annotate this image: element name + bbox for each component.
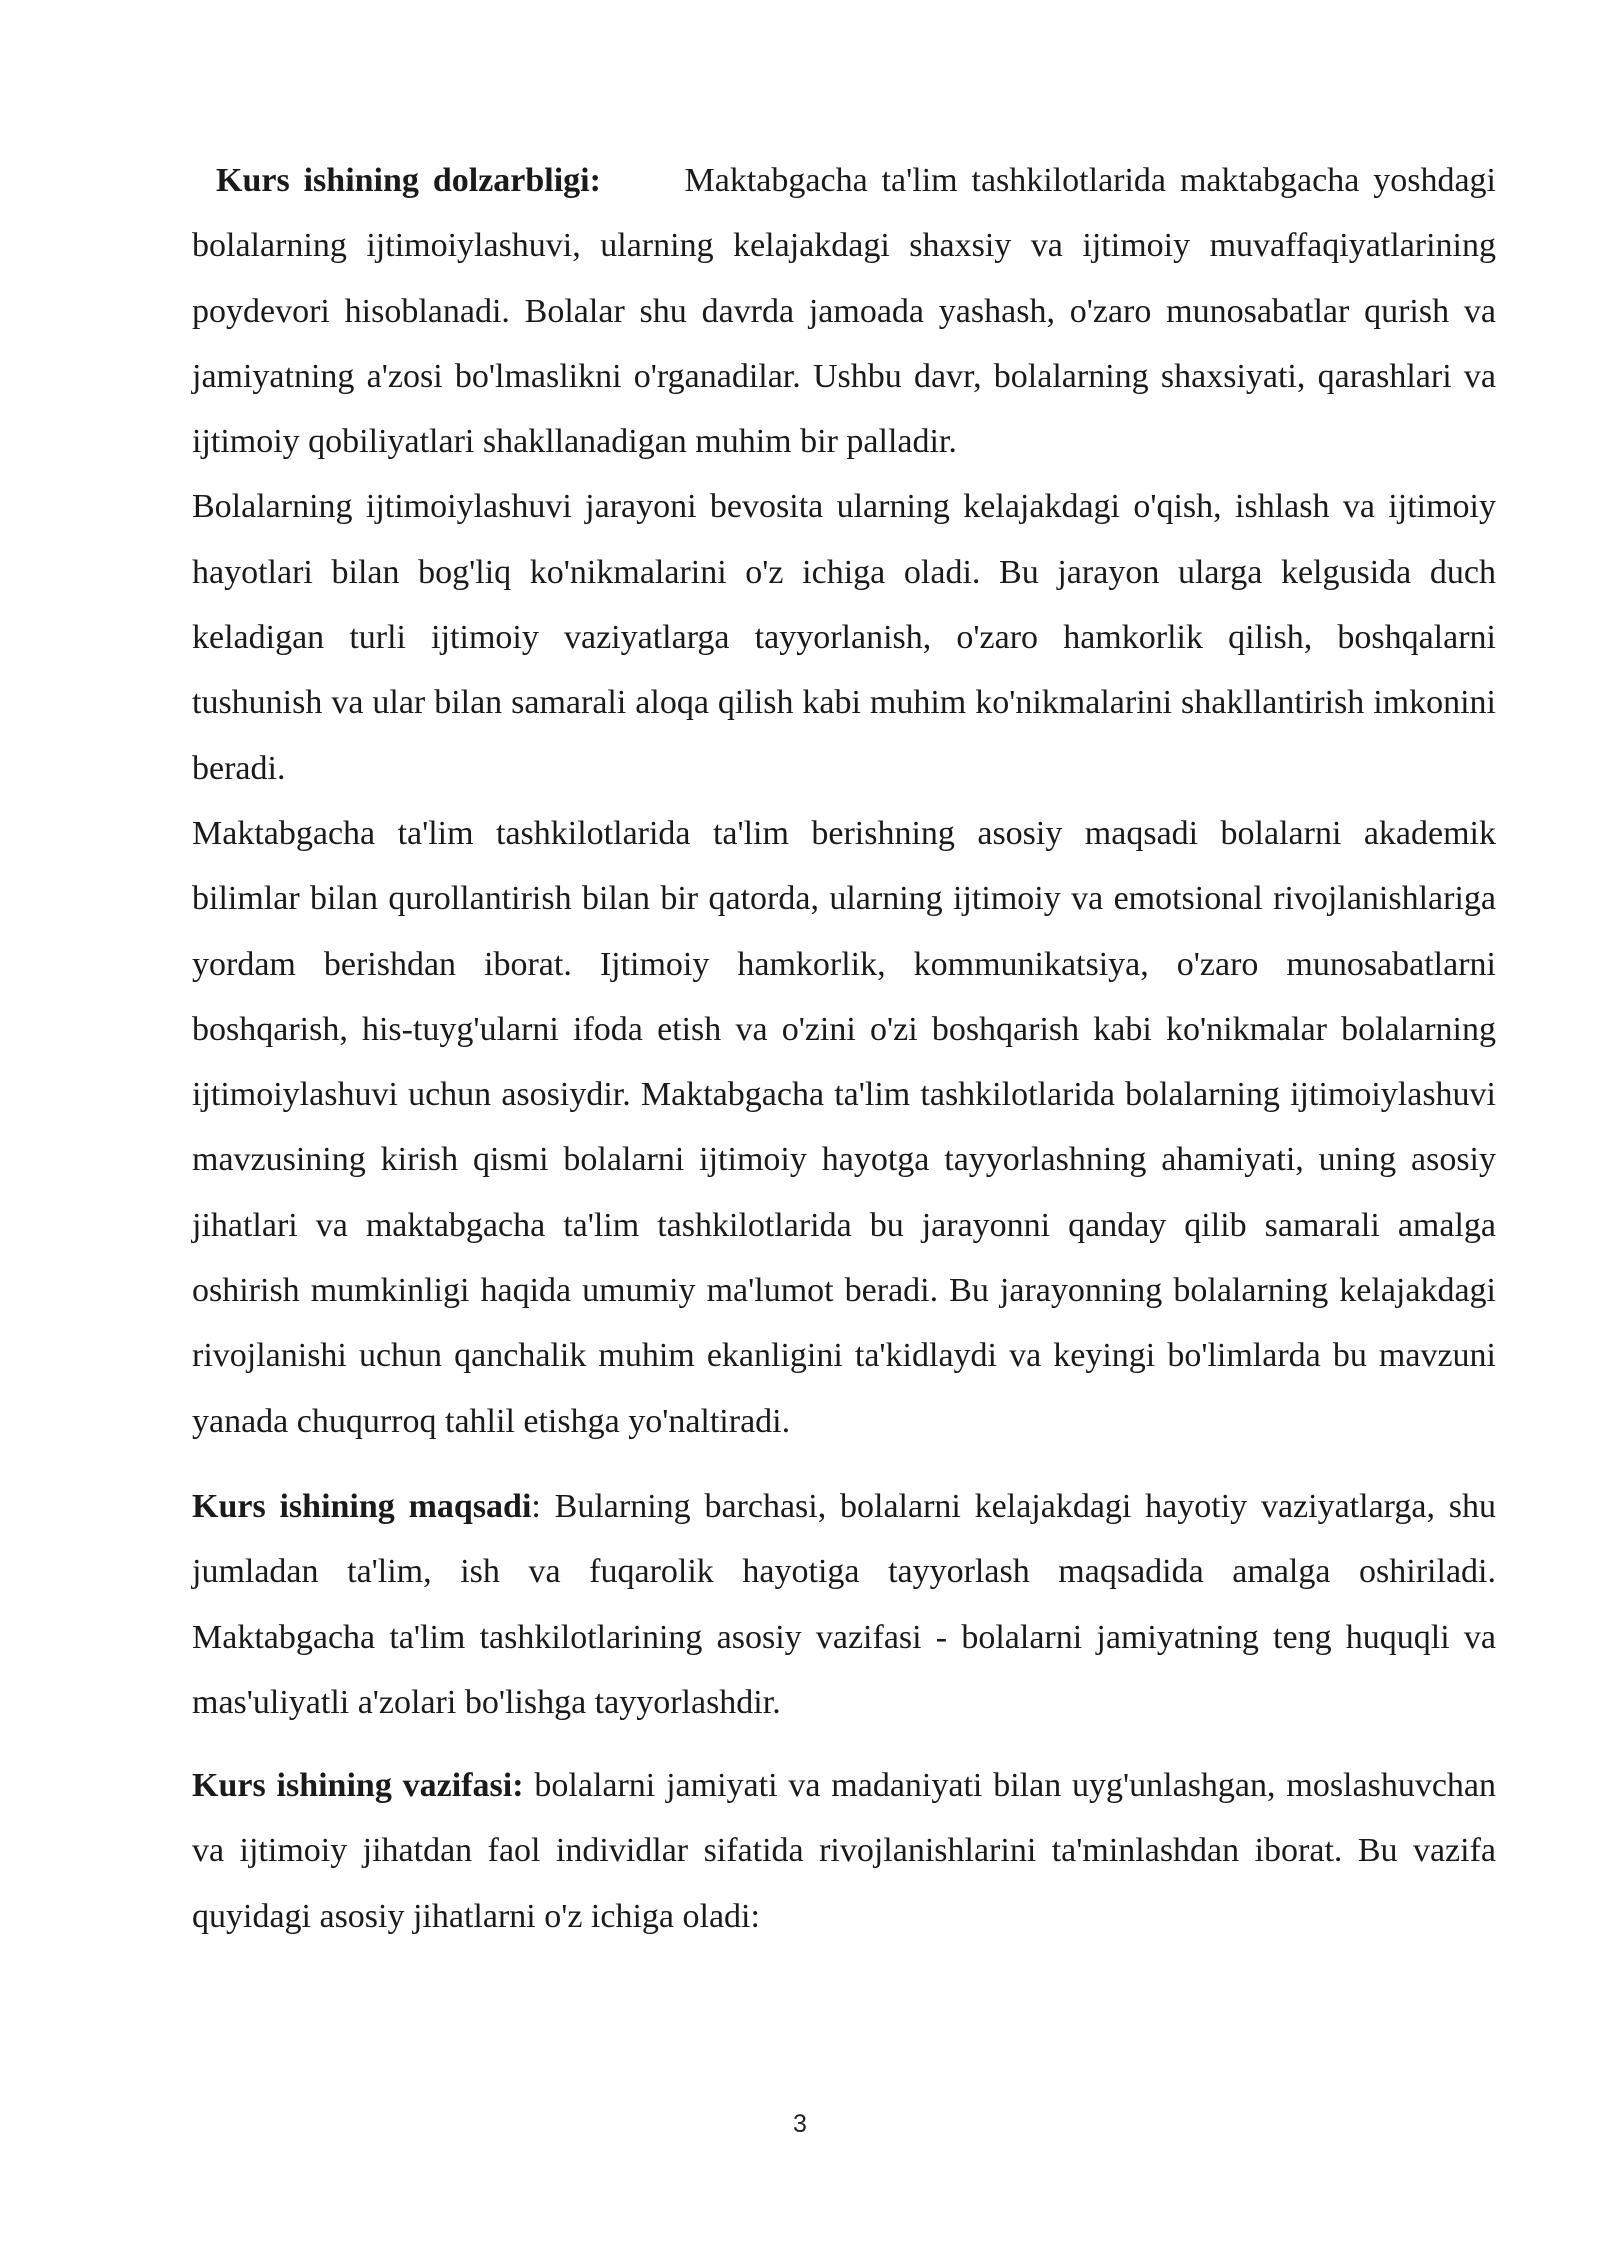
paragraph-dolzarbligi-text: Maktabgacha ta'lim tashkilotlarida maktabgacha yoshdagi bolalarning ijtimoiylashuvi, ularning kelajakdagi shaxsiy va ijtimoiy muvaffaqiyatlarining poydevori hisoblanadi. Bolalar shu davrda jamoada yashash, o'zaro munosabatlar qurish va jamiyatning a'zosi bo'lmaslikni o'rganadilar. Ushbu davr, bolalarning shaxsiyati, qarashlari va ijtimoiy qobiliyatlari shakllanadigan muhim bir palladir. — [192, 162, 1496, 461]
section-heading-dolzarbligi: Kurs ishining dolzarbligi: — [216, 162, 601, 199]
paragraph-ijtimoiylashuv-jarayoni: Bolalarning ijtimoiylashuvi jarayoni bevosita ularning kelajakdagi o'qish, ishlash va ijtimoiy hayotlari bilan bog'liq ko'nikmalarini o'z ichiga oladi. Bu jarayon ularga kelgusida duch keladigan turli ijtimoiy vaziyatlarga tayyorlanish, o'zaro hamkorlik qilish, boshqalarni tushunish va ular bilan samarali aloqa qilish kabi muhim ko'nikmalarini shakllantirish imkonini beradi. — [192, 488, 1496, 787]
page-number: 3 — [793, 2110, 807, 2138]
document-page — [192, 148, 1496, 1949]
paragraph-dolzarbligi — [192, 148, 1496, 474]
section-heading-maqsadi: Kurs ishining maqsadi — [192, 1487, 532, 1525]
paragraph-vazifasi — [192, 1753, 1496, 1949]
paragraph-vazifasi-text: bolalarni jamiyati va madaniyati bilan uyg'unlashgan, moslashuvchan va ijtimoiy jihatdan faol individlar sifatida rivojlanishlarini ta'minlashdan iborat. Bu vazifa quyidagi asosiy jihatlarni o'z ichiga oladi: — [192, 1767, 1497, 1935]
paragraph-talim-maqsadi: Maktabgacha ta'lim tashkilotlarida ta'lim berishning asosiy maqsadi bolalarni akademik bilimlar bilan qurollantirish bilan bir qatorda, ularning ijtimoiy va emotsional rivojlanishlariga yordam berishdan iborat. Ijtimoiy hamkorlik, kommunikatsiya, o'zaro munosabatlarni boshqarish, his-tuyg'ularni ifoda etish va o'zini o'zi boshqarish kabi ko'nikmalar bolalarning ijtimoiylashuvi uchun asosiydir. Maktabgacha ta'lim tashkilotlarida bolalarning ijtimoiylashuvi mavzusining kirish qismi bolalarni ijtimoiy hayotga tayyorlashning ahamiyati, uning asosiy jihatlari va maktabgacha ta'lim tashkilotlarida bu jarayonni qanday qilib samarali amalga oshirish mumkinligi haqida umumiy ma'lumot beradi. Bu jarayonning bolalarning kelajakdagi rivojlanishi uchun qanchalik muhim ekanligini ta'kidlaydi va keyingi bo'limlarda bu mavzuni yanada chuqurroq tahlil etishga yo'naltiradi. — [192, 814, 1496, 1440]
paragraph-maqsadi-text: : Bularning barchasi, bolalarni kelajakdagi hayotiy vaziyatlarga, shu jumladan ta'lim, ish va fuqarolik hayotiga tayyorlash maqsadida amalga oshiriladi. Maktabgacha ta'lim tashkilotlarining asosiy vazifasi - bolalarni jamiyatning teng huquqli va mas'uliyatli a'zolari bo'lishga tayyorlashdir. — [192, 1487, 1496, 1721]
paragraph-maqsadi — [192, 1474, 1496, 1735]
section-heading-vazifasi: Kurs ishining vazifasi: — [192, 1767, 524, 1805]
